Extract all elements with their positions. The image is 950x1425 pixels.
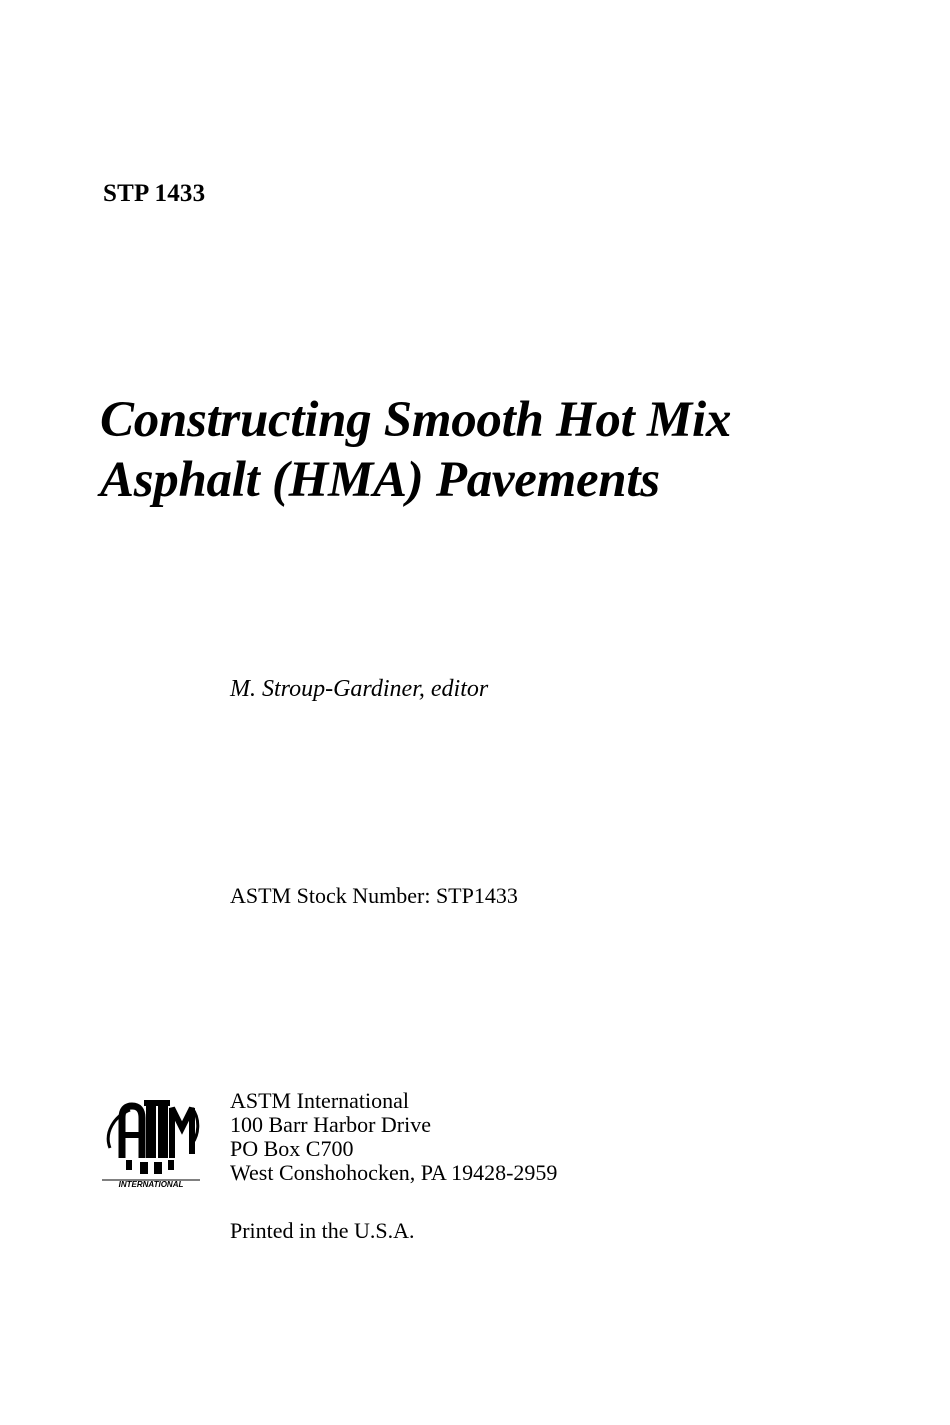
publisher-address: [230, 1089, 557, 1185]
astm-logo-icon: [96, 1088, 206, 1188]
publisher-city: West Conshohocken, PA 19428-2959: [230, 1160, 558, 1185]
book-title: [100, 390, 731, 510]
book-title-line-2: Asphalt (HMA) Pavements: [100, 452, 660, 508]
publisher-street: 100 Barr Harbor Drive: [230, 1112, 431, 1137]
publisher-po-box: PO Box C700: [230, 1136, 354, 1161]
publisher-name: ASTM International: [230, 1088, 410, 1113]
book-title-line-1: Constructing Smooth Hot Mix: [100, 392, 732, 448]
logo-text: INTERNATIONAL: [118, 1180, 184, 1188]
editor-credit: M. Stroup-Gardiner, editor: [230, 676, 489, 702]
printed-location: Printed in the U.S.A.: [230, 1218, 415, 1243]
series-number: STP 1433: [103, 180, 206, 207]
stock-number: ASTM Stock Number: STP1433: [230, 883, 518, 908]
